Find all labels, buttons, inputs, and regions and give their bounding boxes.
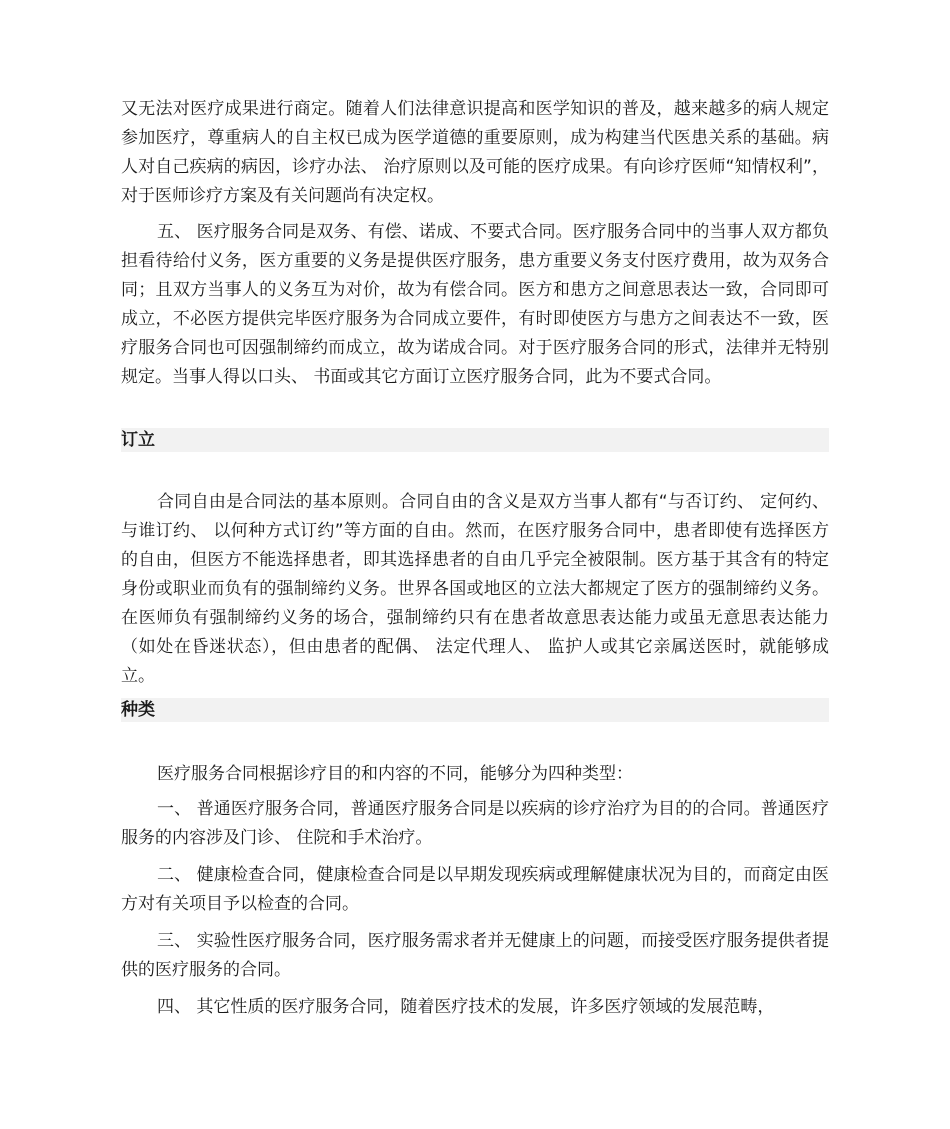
paragraph-types-intro: 医疗服务合同根据诊疗目的和内容的不同，能够分为四种类型： bbox=[157, 764, 633, 784]
list-item-type-4: 四、 其它性质的医疗服务合同，随着医疗技术的发展，许多医疗领域的发展范畴， bbox=[157, 997, 775, 1017]
list-item-type-1: 一、 普通医疗服务合同，普通医疗服务合同是以疾病的诊疗治疗为目的的合同。普通医疗服务的内容涉及门诊、 住院和手术治疗。 bbox=[121, 799, 829, 848]
list-item-type-2: 二、 健康检查合同，健康检查合同是以早期发现疾病或理解健康状况为目的，而商定由医方对有关项目予以检查的合同。 bbox=[121, 865, 829, 914]
paragraph-establish: 合同自由是合同法的基本原则。合同自由的含义是双方当事人都有“与否订约、 定何约、 与谁订约、 以何种方式订约”等方面的自由。然而，在医疗服务合同中，患者即使有选择医方的自由，但医方不能选择患者，即其选择患者的自由几乎完全被限制。医方基于其含有的特定身份或职业而负有的强制缔约义务。世界各国或地区的立法大都规定了医方的强制缔约义务。在医师负有强制缔约义务的场合，强制缔约只有在患者故意思表达能力或虽无意思表达能力（如处在昏迷状态），但由患者的配偶、 法定代理人、 监护人或其它亲属送医时，就能够成立。 bbox=[121, 492, 829, 686]
paragraph-patient-rights: 又无法对医疗成果进行商定。随着人们法律意识提高和医学知识的普及，越来越多的病人规定参加医疗，尊重病人的自主权已成为医学道德的重要原则，成为构建当代医患关系的基础。病人对自己疾病的病因，诊疗办法、 治疗原则以及可能的医疗成果。有向诊疗医师“知情权利”，对于医师诊疗方案及有关问题尚有决定权。 bbox=[121, 99, 829, 206]
section-heading-establish: 订立 bbox=[121, 428, 829, 452]
list-item-type-3: 三、 实验性医疗服务合同，医疗服务需求者并无健康上的问题，而接受医疗服务提供者提供的医疗服务的合同。 bbox=[121, 931, 829, 980]
section-heading-types: 种类 bbox=[121, 698, 829, 722]
paragraph-contract-nature: 五、 医疗服务合同是双务、有偿、诺成、不要式合同。医疗服务合同中的当事人双方都负担看待给付义务，医方重要的义务是提供医疗服务，患方重要义务支付医疗费用，故为双务合同；且双方当事人的义务互为对价，故为有偿合同。医方和患方之间意思表达一致，合同即可成立，不必医方提供完毕医疗服务为合同成立要件，有时即使医方与患方之间表达不一致，医疗服务合同也可因强制缔约而成立，故为诺成合同。对于医疗服务合同的形式，法律并无特别规定。当事人得以口头、 书面或其它方面订立医疗服务合同，此为不要式合同。 bbox=[121, 222, 829, 387]
